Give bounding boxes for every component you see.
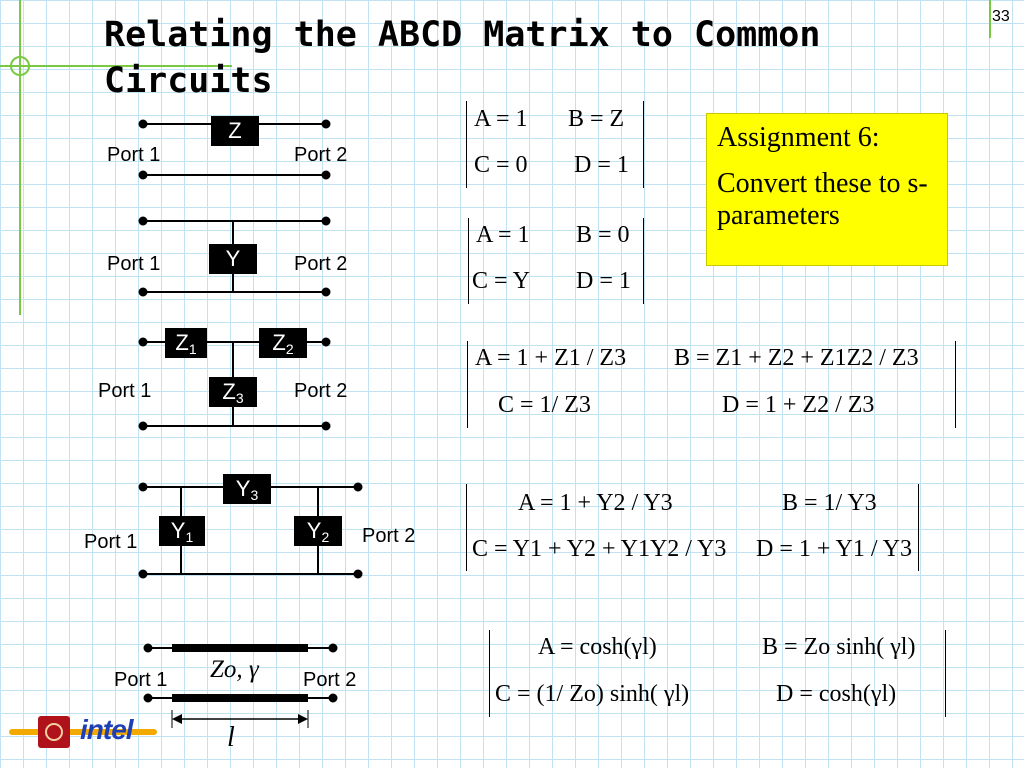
shunt-matrix-c: C = Y: [472, 268, 530, 294]
line-matrix-b: B = Zo sinh( γl): [762, 634, 916, 660]
t-z1-element: $Z_1$: [165, 328, 207, 358]
university-seal-icon: [38, 716, 70, 748]
pi-matrix-c: C = Y1 + Y2 + Y1Y2 / Y3: [472, 536, 727, 562]
page-number: 33: [992, 8, 1010, 25]
shunt-y-element: Y: [209, 244, 257, 274]
t-matrix-a: A = 1 + Z1 / Z3: [475, 345, 627, 371]
matrix-bracket-right: [918, 484, 919, 571]
pi-matrix-b: B = 1/ Y3: [782, 490, 877, 516]
intel-logo-text: intel: [80, 714, 133, 745]
port2-label: Port 2: [303, 669, 357, 691]
port1-label: Port 1: [114, 669, 168, 691]
port1-label: Port 1: [107, 144, 161, 166]
line-matrix-d: D = cosh(γl): [776, 681, 897, 707]
pi-y2-element: $Y_2$: [294, 516, 342, 546]
port1-label: Port 1: [107, 253, 161, 275]
series-z-element: Z: [211, 116, 259, 146]
series-matrix-c: C = 0: [474, 152, 528, 178]
t-z2-element: $Z_2$: [259, 328, 307, 358]
matrix-bracket-left: [467, 341, 468, 428]
assignment-body: Convert these to s-parameters: [717, 168, 928, 231]
line-matrix-a: A = cosh(γl): [538, 634, 657, 660]
t-matrix-b: B = Z1 + Z2 + Z1Z2 / Z3: [674, 345, 919, 371]
line-parameters: Zo, γ: [210, 656, 259, 683]
matrix-bracket-left: [468, 218, 469, 304]
port1-label: Port 1: [84, 531, 138, 553]
shunt-matrix-a: A = 1: [476, 222, 530, 248]
t-z3-element: $Z_3$: [209, 377, 257, 407]
matrix-bracket-right: [955, 341, 956, 428]
line-matrix-c: C = (1/ Zo) sinh( γl): [495, 681, 690, 707]
pi-matrix-d: D = 1 + Y1 / Y3: [756, 536, 912, 562]
pi-matrix-a: A = 1 + Y2 / Y3: [518, 490, 673, 516]
shunt-matrix-b: B = 0: [576, 222, 630, 248]
matrix-bracket-right: [643, 218, 644, 304]
port2-label: Port 2: [294, 380, 348, 402]
t-matrix-d: D = 1 + Z2 / Z3: [722, 392, 875, 418]
footer-logo: [8, 712, 158, 752]
series-matrix-a: A = 1: [474, 106, 528, 132]
matrix-bracket-right: [643, 101, 644, 188]
assignment-box: [706, 113, 948, 266]
matrix-bracket-left: [466, 101, 467, 188]
matrix-bracket-left: [489, 630, 490, 717]
matrix-bracket-left: [466, 484, 467, 571]
series-matrix-b: B = Z: [568, 106, 625, 132]
assignment-heading: Assignment 6:: [717, 122, 880, 153]
port2-label: Port 2: [294, 253, 348, 275]
line-length: l: [227, 722, 235, 753]
slide-title: Relating the ABCD Matrix to Common Circuits: [104, 15, 821, 101]
series-matrix-d: D = 1: [574, 152, 629, 178]
t-matrix-c: C = 1/ Z3: [498, 392, 591, 418]
port2-label: Port 2: [362, 525, 416, 547]
shunt-matrix-d: D = 1: [576, 268, 631, 294]
port1-label: Port 1: [98, 380, 152, 402]
pi-y3-element: $Y_3$: [223, 474, 271, 504]
pi-y1-element: $Y_1$: [159, 516, 205, 546]
matrix-bracket-right: [945, 630, 946, 717]
port2-label: Port 2: [294, 144, 348, 166]
